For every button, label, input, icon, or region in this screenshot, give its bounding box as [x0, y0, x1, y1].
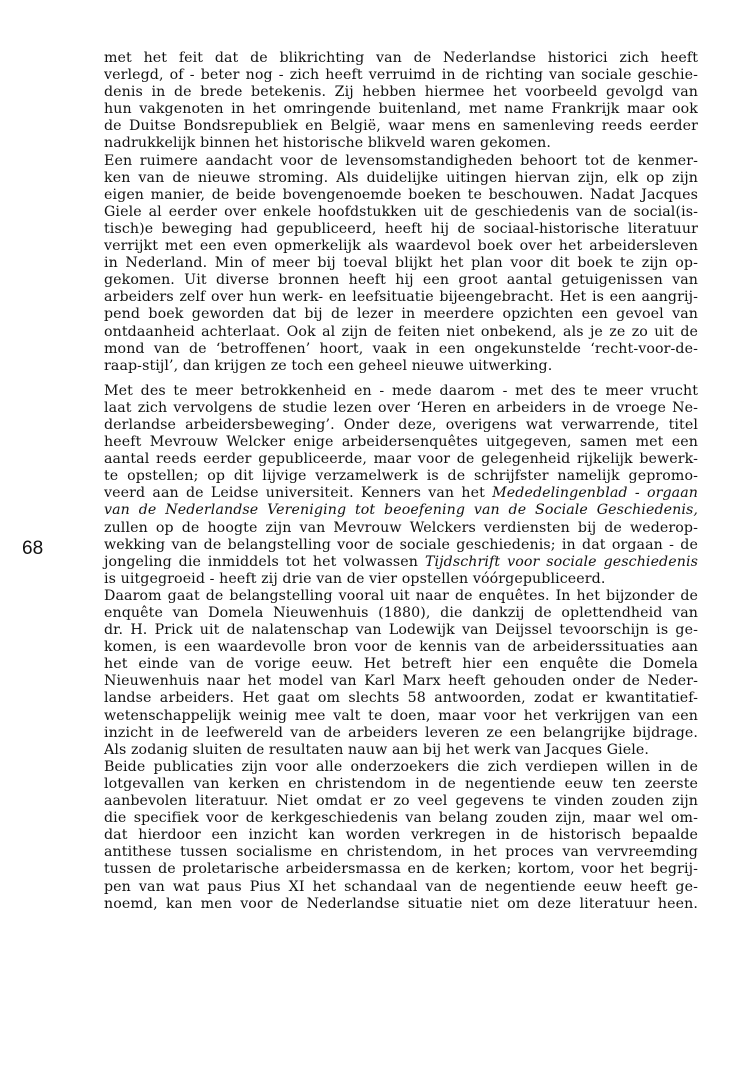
- text-line: [104, 417, 698, 434]
- text-line: mond van de ‘betroffenen’ hoort, vaak in een ongekunstelde ‘recht-voor-de-: [104, 340, 698, 357]
- text-line: [104, 759, 698, 776]
- text-segment: lotgevallen van kerken en christendom in de negentiende eeuw ten zeerste: [104, 775, 698, 792]
- text-segment: is uitgegroeid - heeft zij drie van de vier opstellen vóórgepubliceerd.: [104, 570, 606, 587]
- text-segment: heeft Mevrouw Welcker enige arbeidersenquêtes uitgegeven, samen met een: [104, 434, 698, 451]
- italic-title-text: van de Nederlandse Vereniging tot beoefening van de Sociale Geschiedenis,: [104, 502, 698, 519]
- text-line: verrijkt met een even opmerkelijk als waardevol boek over het arbeidersleven: [104, 238, 698, 255]
- page-number: 68: [22, 538, 44, 559]
- text-segment: Daarom gaat de belangstelling vooral uit naar de enquêtes. In het bijzonder de: [104, 587, 698, 604]
- text-line: [104, 708, 698, 725]
- text-segment: het einde van de vorige eeuw. Het betreft hier een enquête die Domela: [104, 656, 698, 673]
- text-line: Een ruimere aandacht voor de levensomstandigheden behoort tot de kenmer-: [104, 152, 698, 169]
- text-segment: aanbevolen literatuur. Niet omdat er zo veel gegevens te vinden zouden zijn: [104, 793, 698, 810]
- text-segment: Met des te meer betrokkenheid en - mede daarom - met des te meer vrucht: [104, 382, 698, 399]
- text-segment: inzicht in de leefwereld van de arbeiders leveren ze een belangrijke bijdrage.: [104, 724, 698, 741]
- text-segment: aantal reeds eerder gepubliceerde, maar voor de gelegenheid rijkelijk bewerk-: [104, 451, 698, 468]
- text-line: [104, 434, 698, 451]
- text-segment: Als zodanig sluiten de resultaten nauw aan bij het werk van Jacques Giele.: [104, 741, 650, 758]
- text-segment: laat zich vervolgens de studie lezen over ‘Heren en arbeiders in de vroege Ne-: [104, 399, 698, 416]
- text-line: in Nederland. Min of meer bij toeval blijkt het plan voor dit boek te zijn op-: [104, 255, 698, 272]
- text-line: [104, 844, 698, 861]
- text-segment: tussen de proletarische arbeidersmassa en de kerken; kortom, voor het begrij-: [104, 861, 698, 878]
- text-line: gekomen. Uit diverse bronnen heeft hij een groot aantal getuigenissen van: [104, 272, 698, 289]
- text-segment: Beide publicaties zijn voor alle onderzoekers die zich verdiepen willen in de: [104, 758, 698, 775]
- text-line: [104, 451, 698, 468]
- body-text: [104, 50, 698, 913]
- text-segment: komen, is een waardevolle bron voor de kennis van de arbeiderssituaties aan: [104, 639, 698, 656]
- text-line: [104, 827, 698, 844]
- text-line: [104, 622, 698, 639]
- text-segment: te opstellen; op dit lijvige verzamelwerk is de schrijfster namelijk gepromo-: [104, 468, 698, 485]
- text-segment: noemd, kan men voor de Nederlandse situatie niet om deze literatuur heen.: [104, 895, 698, 912]
- text-segment: derlandse arbeidersbeweging’. Onder deze, overigens wat verwarrende, titel: [104, 416, 698, 433]
- text-line: tisch)e beweging had gepubliceerd, heeft hij de sociaal-historische literatuur: [104, 220, 698, 237]
- text-line: [104, 537, 698, 554]
- italic-title-text: Tijdschrift voor sociale geschiedenis: [424, 553, 698, 570]
- text-line: [104, 502, 698, 519]
- paragraph-group-2: [104, 383, 698, 913]
- paragraph-group-1: [104, 50, 698, 375]
- text-line: [104, 554, 698, 571]
- text-line: [104, 690, 698, 707]
- text-line: denis in de brede betekenis. Zij hebben hiermee het voorbeeld gevolgd van: [104, 84, 698, 101]
- text-line: nadrukkelijk binnen het historische blikveld waren gekomen.: [104, 135, 551, 152]
- text-line: [104, 400, 698, 417]
- text-line: [104, 468, 698, 485]
- text-line: met het feit dat de blikrichting van de Nederlandse historici zich heeft: [104, 50, 698, 66]
- text-segment: jongeling die inmiddels tot het volwassen: [104, 553, 425, 570]
- text-segment: zullen op de hoogte zijn van Mevrouw Welckers verdiensten bij de wederop-: [104, 519, 698, 536]
- text-segment: enquête van Domela Nieuwenhuis (1880), die dankzij de oplettendheid van: [104, 605, 698, 621]
- text-segment: wetenschappelijk weinig mee valt te doen, maar voor het verkrijgen van een: [104, 707, 698, 724]
- text-segment: landse arbeiders. Het gaat om slechts 58 antwoorden, zodat er kwantitatief-: [104, 690, 698, 707]
- text-line: [104, 656, 698, 673]
- text-line: [104, 793, 698, 810]
- text-line: [104, 520, 698, 537]
- text-segment: die specifiek voor de kerkgeschiedenis van belang zouden zijn, maar wel om-: [104, 810, 698, 827]
- text-line: ken van de nieuwe stroming. Als duidelijke uitingen hiervan zijn, elk op zijn: [104, 169, 698, 186]
- text-line: verlegd, of - beter nog - zich heeft verruimd in de richting van sociale geschie-: [104, 67, 698, 84]
- text-line: [104, 588, 698, 605]
- text-line: [104, 605, 698, 622]
- text-line: [104, 639, 698, 656]
- text-line: [104, 485, 698, 502]
- text-line: eigen manier, de beide bovengenoemde boeken te beschouwen. Nadat Jacques: [104, 186, 698, 203]
- text-line: [104, 725, 698, 742]
- text-segment: wekking van de belangstelling voor de sociale geschiedenis; in dat orgaan - de: [104, 536, 698, 553]
- text-segment: Nieuwenhuis naar het model van Karl Marx heeft gehouden onder de Neder-: [104, 673, 698, 690]
- text-segment: dr. H. Prick uit de nalatenschap van Lodewijk van Deijssel tevoorschijn is ge-: [104, 622, 698, 639]
- text-line: de Duitse Bondsrepubliek en België, waar mens en samenleving reeds eerder: [104, 118, 698, 135]
- text-line: hun vakgenoten in het omringende buitenland, met name Frankrijk maar ook: [104, 101, 698, 118]
- text-line: [104, 896, 698, 913]
- text-line: [104, 810, 698, 827]
- text-line: [104, 861, 698, 878]
- text-line: ontdaanheid achterlaat. Ook al zijn de feiten niet onbekend, als je ze zo uit de: [104, 323, 698, 340]
- text-line: Giele al eerder over enkele hoofdstukken uit de geschiedenis van de social(is-: [104, 203, 698, 220]
- text-line: [104, 776, 698, 793]
- text-line: [104, 383, 698, 400]
- text-line: arbeiders zelf over hun werk- en leefsituatie bijeengebracht. Het is een aangrij-: [104, 289, 698, 306]
- text-segment: dat hierdoor een inzicht kan worden verkregen in de historisch bepaalde: [104, 827, 698, 844]
- text-segment: antithese tussen socialisme en christendom, in het proces van vervreemding: [104, 844, 698, 861]
- text-line: [104, 742, 698, 759]
- text-segment: pen van wat paus Pius XI het schandaal van de negentiende eeuw heeft ge-: [104, 878, 698, 895]
- text-line: [104, 571, 698, 588]
- text-line: raap-stijl’, dan krijgen ze toch een geheel nieuwe uitwerking.: [104, 357, 553, 374]
- text-line: pend boek geworden dat bij de lezer in meerdere opzichten een gevoel van: [104, 306, 698, 323]
- text-segment: veerd aan de Leidse universiteit. Kenners van het: [104, 485, 493, 502]
- text-line: [104, 673, 698, 690]
- italic-title-text: Mededelingenblad - orgaan: [492, 485, 698, 502]
- text-line: [104, 879, 698, 896]
